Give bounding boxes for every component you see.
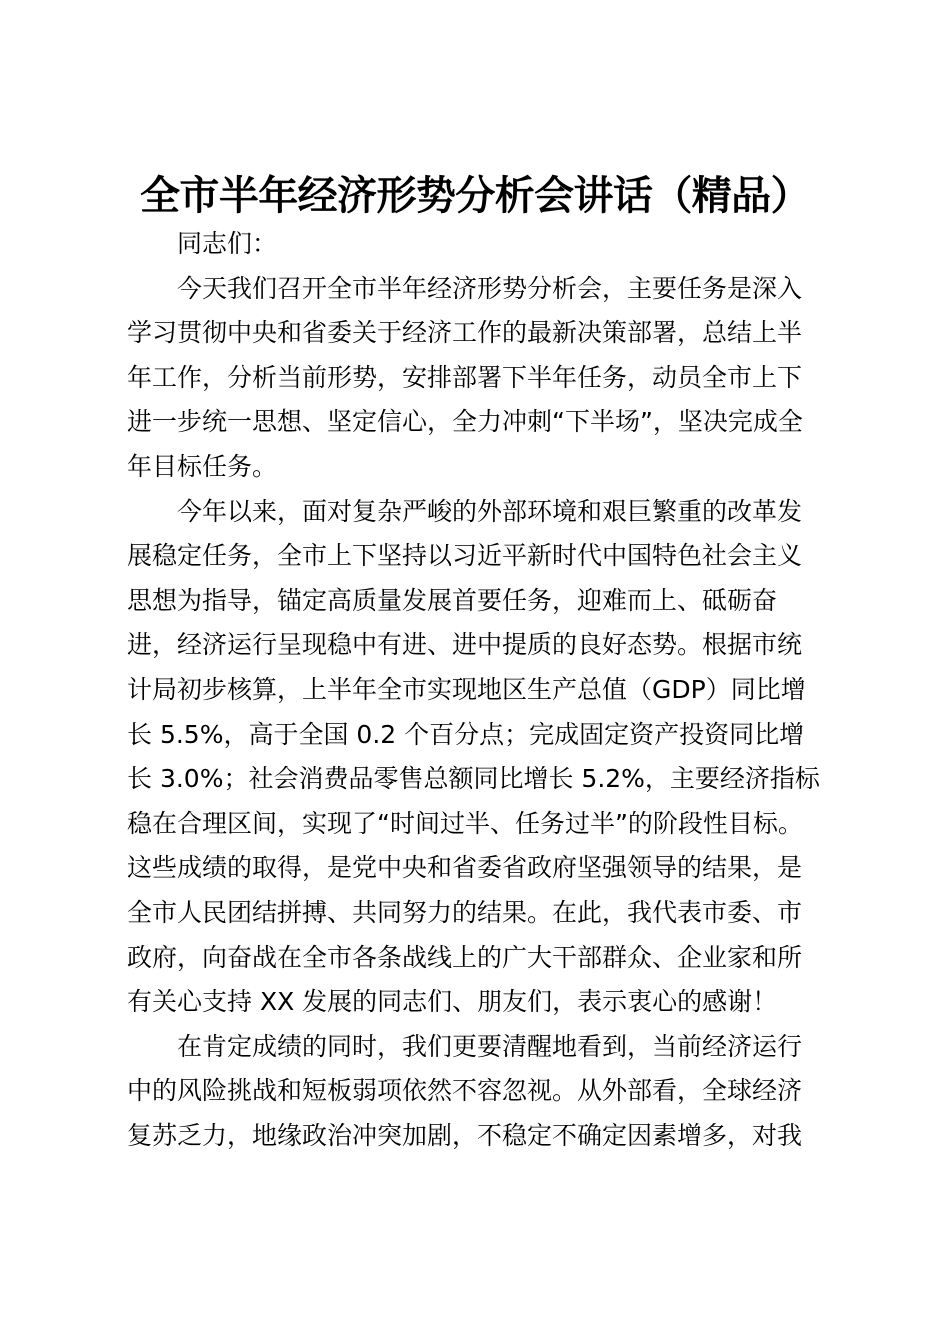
body-line: 中的风险挑战和短板弱项依然不容忽视。从外部看，全球经济 bbox=[127, 1076, 803, 1106]
body-line: 长 3.0%；社会消费品零售总额同比增长 5.2%，主要经济指标 bbox=[127, 764, 820, 794]
body-line: 年目标任务。 bbox=[127, 451, 278, 481]
body-line: 政府，向奋战在全市各条战线上的广大干部群众、企业家和所 bbox=[127, 942, 803, 972]
document-title: 全市半年经济形势分析会讲话（精品） bbox=[140, 173, 810, 219]
body-line: 今年以来，面对复杂严峻的外部环境和艰巨繁重的改革发 bbox=[177, 496, 803, 526]
body-line: 进一步统一思想、坚定信心，全力冲刺“下半场”，坚决完成全 bbox=[127, 407, 803, 437]
body-line: 有关心支持 XX 发展的同志们、朋友们，表示衷心的感谢！ bbox=[127, 987, 778, 1017]
body-line: 稳在合理区间，实现了“时间过半、任务过半”的阶段性目标。 bbox=[127, 808, 803, 838]
body-line: 进，经济运行呈现稳中有进、进中提质的良好态势。根据市统 bbox=[127, 630, 803, 660]
body-line: 展稳定任务，全市上下坚持以习近平新时代中国特色社会主义 bbox=[127, 541, 803, 571]
body-line: 同志们： bbox=[177, 229, 278, 258]
body-line: 在肯定成绩的同时，我们更要清醒地看到，当前经济运行 bbox=[177, 1031, 803, 1061]
body-line: 学习贯彻中央和省委关于经济工作的最新决策部署，总结上半 bbox=[127, 318, 803, 348]
document-body bbox=[127, 222, 827, 1158]
body-line: 年工作，分析当前形势，安排部署下半年任务，动员全市上下 bbox=[127, 362, 803, 392]
body-line: 长 5.5%，高于全国 0.2 个百分点；完成固定资产投资同比增 bbox=[127, 719, 805, 749]
body-line: 复苏乏力，地缘政治冲突加剧，不稳定不确定因素增多，对我 bbox=[127, 1120, 803, 1150]
body-line: 这些成绩的取得，是党中央和省委省政府坚强领导的结果，是 bbox=[127, 853, 803, 883]
body-line: 全市人民团结拼搏、共同努力的结果。在此，我代表市委、市 bbox=[127, 897, 803, 927]
body-line: 思想为指导，锚定高质量发展首要任务，迎难而上、砥砺奋 bbox=[127, 585, 778, 615]
body-line: 今天我们召开全市半年经济形势分析会，主要任务是深入 bbox=[177, 273, 803, 303]
body-line: 计局初步核算，上半年全市实现地区生产总值（GDP）同比增 bbox=[127, 674, 806, 704]
